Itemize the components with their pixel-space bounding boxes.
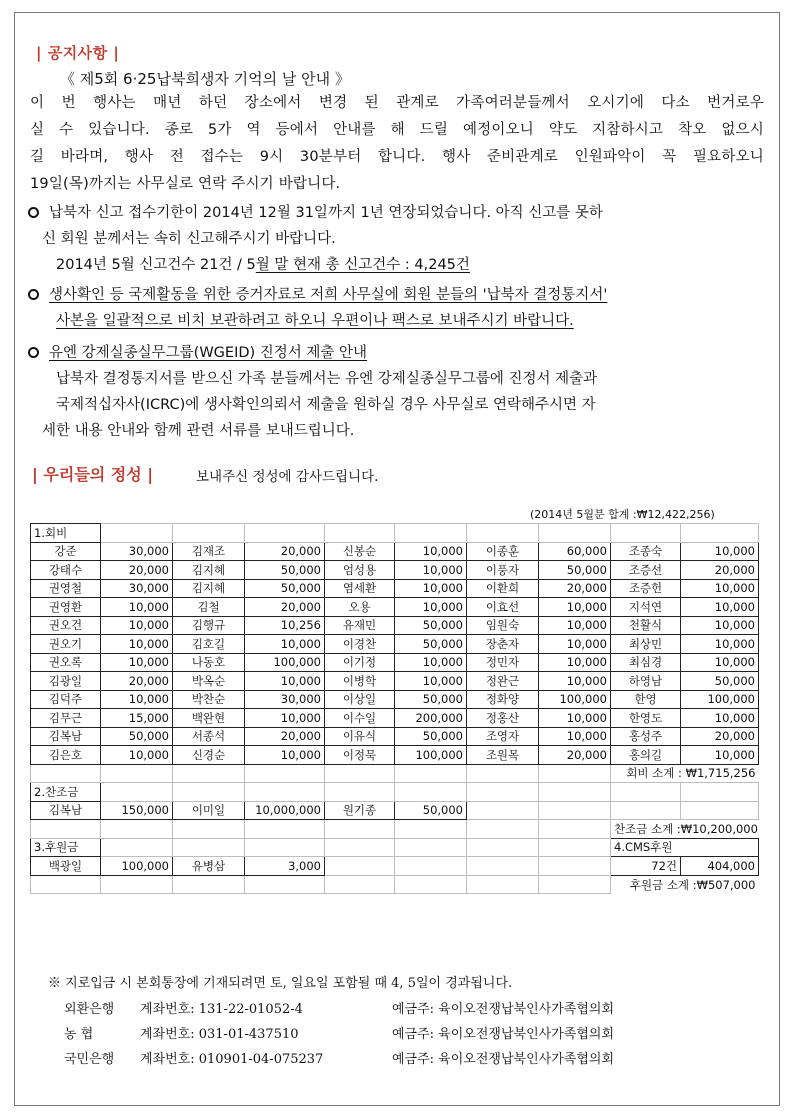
donor-name: 이효선: [467, 598, 539, 617]
membership-row: [31, 653, 759, 672]
donor-name: 김덕주: [31, 690, 101, 709]
donor-name: 정민자: [467, 653, 539, 672]
sponsor-label: 2.찬조금: [31, 783, 101, 802]
membership-row: [31, 727, 759, 746]
table-cell: [325, 783, 395, 802]
table-cell: [395, 783, 467, 802]
donor-name: 한영: [611, 690, 681, 709]
donor-name: 엄성용: [325, 561, 395, 580]
donor-name: 염세환: [325, 579, 395, 598]
report-stats-total: 월 말 현재 총 신고건수 : 4,245건: [255, 257, 470, 273]
donor-name: 권오기: [31, 635, 101, 654]
donation-table: [30, 523, 759, 894]
event-line-4: 19일(목)까지는 사무실로 연락 주시기 바랍니다.: [30, 176, 341, 192]
account-acct: 계좌번호: 031-01-437510: [140, 1027, 299, 1042]
donor-amount: 100,000: [395, 746, 467, 765]
table-cell: [467, 838, 539, 857]
donor-name: 권영환: [31, 598, 101, 617]
table-cell: [101, 838, 173, 857]
donor-amount: 10,000: [101, 598, 173, 617]
donor-name: 김철: [173, 598, 245, 617]
donor-amount: 3,000: [245, 857, 325, 876]
cms-count: 72건: [611, 857, 681, 876]
table-cell: [101, 764, 173, 783]
table-cell: [539, 820, 611, 839]
donor-name: 김지혜: [173, 561, 245, 580]
table-cell: [325, 820, 395, 839]
donor-name: 홍의길: [611, 746, 681, 765]
table-cell: [325, 838, 395, 857]
sponsor-header-row: [31, 783, 759, 802]
donor-amount: 10,000: [245, 635, 325, 654]
table-cell: [539, 783, 611, 802]
table-cell: [539, 857, 611, 876]
donor-amount: 10,000: [681, 709, 759, 728]
table-cell: [467, 820, 539, 839]
donor-amount: 10,000: [395, 542, 467, 561]
table-cell: [467, 764, 539, 783]
donor-name: 정완근: [467, 672, 539, 691]
donor-name: 이종훈: [467, 542, 539, 561]
cms-amount: 404,000: [681, 857, 759, 876]
donor-name: 조원목: [467, 746, 539, 765]
donor-amount: 10,000: [539, 598, 611, 617]
table-cell: [539, 801, 611, 820]
donor-amount: 100,000: [245, 653, 325, 672]
bullet-wgeid: 유엔 강제실종실무그룹(WGEID) 진정서 제출 안내 납북자 결정통지서를 받으신 가족 분들께서는 유엔 강제실종실무그룹에 진정서 제출과 국제적십자사(ICRC)에 생사확인의뢰서 제출을 원하실 경우 사무실로 연락해주시면 자 세한 내용 안내와 함께 관련 서류를 보내드립니다.: [28, 340, 766, 444]
donation-total: (2014년 5월분 합계 :₩12,422,256): [530, 508, 715, 521]
table-cell: [173, 524, 245, 543]
support-label: 3.후원금: [31, 838, 101, 857]
membership-subtotal-row: [31, 764, 759, 783]
account-bank: 국민은행: [64, 1052, 115, 1067]
support-row: [31, 857, 759, 876]
donor-amount: 10,000: [539, 727, 611, 746]
donor-amount: 50,000: [395, 616, 467, 635]
donor-name: 이수일: [325, 709, 395, 728]
donor-amount: 50,000: [395, 635, 467, 654]
membership-row: [31, 709, 759, 728]
donor-name: 조증선: [611, 561, 681, 580]
sponsor-row: [31, 801, 759, 820]
donor-amount: 10,000: [101, 746, 173, 765]
donor-name: 신경순: [173, 746, 245, 765]
account-holder: 예금주: 육이오전쟁납북인사가족협의회: [392, 1052, 614, 1067]
table-cell: [467, 783, 539, 802]
bullet-circle-icon: [28, 289, 39, 300]
table-cell: [31, 764, 101, 783]
notice-section-title: | 공지사항 |: [36, 44, 120, 62]
table-cell: [325, 875, 395, 894]
account-bank: 외환은행: [64, 1002, 115, 1017]
donor-amount: 10,000: [539, 616, 611, 635]
table-cell: [539, 524, 611, 543]
donor-amount: 50,000: [245, 561, 325, 580]
donor-amount: 10,000: [681, 542, 759, 561]
donor-name: 홍성주: [611, 727, 681, 746]
table-cell: [101, 820, 173, 839]
table-cell: [31, 875, 101, 894]
donor-name: 정홍산: [467, 709, 539, 728]
table-cell: [325, 524, 395, 543]
donor-name: 조종숙: [611, 542, 681, 561]
event-line-3: 길 바라며, 행사 전 접수는 9시 30분부터 합니다. 행사 준비관계로 인원파악이 꼭 필요하오니: [30, 149, 764, 165]
donor-amount: 30,000: [101, 579, 173, 598]
donor-name: 서종석: [173, 727, 245, 746]
donor-amount: 150,000: [101, 801, 173, 820]
table-cell: [173, 764, 245, 783]
table-cell: [539, 838, 611, 857]
donor-name: 김지혜: [173, 579, 245, 598]
table-cell: [467, 801, 539, 820]
donor-amount: 10,000: [539, 672, 611, 691]
support-header-row: [31, 838, 759, 857]
donor-name: 한영도: [611, 709, 681, 728]
donor-amount: 20,000: [101, 561, 173, 580]
table-cell: [245, 875, 325, 894]
donor-name: 김복남: [31, 801, 101, 820]
table-cell: [101, 783, 173, 802]
donor-name: 이풍자: [467, 561, 539, 580]
donor-name: 김무근: [31, 709, 101, 728]
account-acct: 계좌번호: 131-22-01052-4: [140, 1002, 303, 1017]
donor-name: 백완현: [173, 709, 245, 728]
table-cell: [395, 857, 467, 876]
donor-name: 조영자: [467, 727, 539, 746]
membership-label: 1.회비: [31, 524, 101, 543]
table-cell: [395, 875, 467, 894]
table-cell: [325, 764, 395, 783]
table-cell: [173, 875, 245, 894]
bullet-report-deadline: 납북자 신고 접수기한이 2014년 12월 31일까지 1년 연장되었습니다. 아직 신고를 못하 신 회원 분께서는 속히 신고해주시기 바랍니다. 2014년 5월 신고건수 21건 / 5월 말 현재 총 신고건수 : 4,245건: [28, 200, 766, 278]
donor-amount: 10,000,000: [245, 801, 325, 820]
donor-amount: 10,000: [681, 653, 759, 672]
donor-name: 이기정: [325, 653, 395, 672]
table-cell: [325, 857, 395, 876]
donor-name: 이환희: [467, 579, 539, 598]
donor-name: 임원숙: [467, 616, 539, 635]
report-stats: 2014년 5월 신고건수 21건 / 5: [56, 257, 256, 273]
bullet-evidence: 생사확인 등 국제활동을 위한 증거자료로 저희 사무실에 회원 분들의 '납북자 결정통지서' 사본을 일괄적으로 비치 보관하려고 하오니 우편이나 팩스로 보내주시기 바랍니다.: [28, 282, 766, 334]
membership-row: [31, 690, 759, 709]
donor-amount: 10,000: [395, 653, 467, 672]
bullet-circle-icon: [28, 207, 39, 218]
donor-amount: 50,000: [395, 801, 467, 820]
donor-amount: 50,000: [101, 727, 173, 746]
donor-name: 권오록: [31, 653, 101, 672]
donor-name: 원기종: [325, 801, 395, 820]
donor-name: 이경찬: [325, 635, 395, 654]
donor-name: 김행규: [173, 616, 245, 635]
account-acct: 계좌번호: 010901-04-075237: [140, 1052, 324, 1067]
donor-name: 백광일: [31, 857, 101, 876]
donor-name: 이정묵: [325, 746, 395, 765]
account-bank: 농 협: [64, 1027, 94, 1042]
donor-amount: 10,000: [245, 746, 325, 765]
bullet-circle-icon: [28, 347, 39, 358]
membership-row: [31, 635, 759, 654]
donor-amount: 60,000: [539, 542, 611, 561]
table-cell: [467, 875, 539, 894]
donor-amount: 50,000: [681, 672, 759, 691]
donor-amount: 100,000: [681, 690, 759, 709]
table-cell: [395, 524, 467, 543]
table-cell: [173, 820, 245, 839]
donor-name: 정화양: [467, 690, 539, 709]
donor-name: 조증헌: [611, 579, 681, 598]
membership-row: [31, 561, 759, 580]
donor-amount: 20,000: [681, 561, 759, 580]
table-cell: [245, 524, 325, 543]
membership-row: [31, 598, 759, 617]
donor-name: 강태수: [31, 561, 101, 580]
donor-name: 박옥순: [173, 672, 245, 691]
table-cell: [611, 783, 681, 802]
donor-name: 강준: [31, 542, 101, 561]
donor-name: 지석연: [611, 598, 681, 617]
table-cell: [395, 820, 467, 839]
membership-row: [31, 542, 759, 561]
donor-amount: 10,000: [681, 746, 759, 765]
donor-name: 김은호: [31, 746, 101, 765]
donor-name: 최상민: [611, 635, 681, 654]
donor-amount: 50,000: [245, 579, 325, 598]
donor-name: 하영남: [611, 672, 681, 691]
donor-name: 유재민: [325, 616, 395, 635]
donor-amount: 20,000: [245, 727, 325, 746]
donor-amount: 10,256: [245, 616, 325, 635]
donor-amount: 10,000: [395, 598, 467, 617]
support-subtotal-row: [31, 875, 759, 894]
event-title: 《 제5회 6·25납북희생자 기억의 날 안내 》: [60, 70, 350, 88]
donor-amount: 10,000: [101, 635, 173, 654]
donor-amount: 10,000: [395, 672, 467, 691]
membership-row: [31, 579, 759, 598]
donor-name: 유병삼: [173, 857, 245, 876]
donor-name: 김복남: [31, 727, 101, 746]
donor-name: 이유식: [325, 727, 395, 746]
donor-name: 권영철: [31, 579, 101, 598]
account-holder: 예금주: 육이오전쟁납북인사가족협의회: [392, 1002, 614, 1017]
donor-amount: 200,000: [395, 709, 467, 728]
membership-subtotal: 회비 소계 : ₩1,715,256: [626, 766, 756, 781]
donor-amount: 10,000: [539, 709, 611, 728]
sponsor-subtotal-row: [31, 820, 759, 839]
event-line-1: 이 번 행사는 매년 하던 장소에서 변경 된 관계로 가족여러분들께서 오시기에 다소 번거로우: [30, 95, 764, 111]
donor-amount: 10,000: [395, 579, 467, 598]
table-cell: [245, 783, 325, 802]
donor-amount: 100,000: [539, 690, 611, 709]
donor-amount: 10,000: [681, 579, 759, 598]
donor-amount: 10,000: [681, 598, 759, 617]
table-cell: [173, 783, 245, 802]
donor-amount: 10,000: [101, 653, 173, 672]
giro-note: ※ 지로입금 시 본회통장에 기재되려면 토, 일요일 포함될 때 4, 5일이 경과됩니다.: [48, 976, 513, 991]
donor-amount: 20,000: [245, 598, 325, 617]
donor-name: 김호길: [173, 635, 245, 654]
donor-amount: 10,000: [101, 616, 173, 635]
donation-section-title: | 우리들의 정성 |: [32, 465, 154, 484]
table-cell: [681, 524, 759, 543]
table-cell: [467, 524, 539, 543]
donor-name: 나동호: [173, 653, 245, 672]
donor-name: 이병학: [325, 672, 395, 691]
table-cell: [681, 801, 759, 820]
table-cell: [173, 838, 245, 857]
donor-amount: 50,000: [539, 561, 611, 580]
donor-amount: 10,000: [539, 653, 611, 672]
donor-amount: 30,000: [101, 542, 173, 561]
donor-amount: 20,000: [681, 727, 759, 746]
table-cell: [101, 524, 173, 543]
donor-amount: 20,000: [539, 746, 611, 765]
membership-row: [31, 616, 759, 635]
donor-amount: 10,000: [395, 561, 467, 580]
table-cell: [101, 875, 173, 894]
support-subtotal: 후원금 소계 :₩507,000: [629, 877, 756, 892]
table-cell: [245, 764, 325, 783]
sponsor-subtotal: 찬조금 소계 :₩10,200,000: [614, 821, 758, 836]
donor-name: 신봉순: [325, 542, 395, 561]
table-cell: [611, 801, 681, 820]
donor-amount: 15,000: [101, 709, 173, 728]
donor-amount: 10,000: [245, 709, 325, 728]
donor-amount: 50,000: [395, 727, 467, 746]
donor-name: 장춘자: [467, 635, 539, 654]
table-cell: [681, 783, 759, 802]
donor-amount: 20,000: [539, 579, 611, 598]
membership-row: [31, 672, 759, 691]
donation-section-subtitle: 보내주신 정성에 감사드립니다.: [196, 469, 379, 485]
donor-name: 김광일: [31, 672, 101, 691]
donor-amount: 50,000: [395, 690, 467, 709]
donor-amount: 20,000: [101, 672, 173, 691]
donor-amount: 10,000: [681, 635, 759, 654]
donor-name: 권오건: [31, 616, 101, 635]
donor-name: 천활식: [611, 616, 681, 635]
table-cell: [245, 838, 325, 857]
membership-row: [31, 746, 759, 765]
table-cell: [245, 820, 325, 839]
donor-name: 최심경: [611, 653, 681, 672]
donor-amount: 10,000: [101, 690, 173, 709]
membership-header-row: [31, 524, 759, 543]
donor-amount: 10,000: [681, 616, 759, 635]
donor-name: 김재조: [173, 542, 245, 561]
donor-name: 이미일: [173, 801, 245, 820]
table-cell: [611, 524, 681, 543]
donor-name: 이상일: [325, 690, 395, 709]
event-line-2: 실 수 있습니다. 종로 5가 역 등에서 안내를 해 드릴 예정이오니 약도 지참하시고 착오 없으시: [30, 122, 764, 138]
table-cell: [395, 838, 467, 857]
donor-amount: 10,000: [245, 672, 325, 691]
table-cell: [467, 857, 539, 876]
account-holder: 예금주: 육이오전쟁납북인사가족협의회: [392, 1027, 614, 1042]
cms-label: 4.CMS후원: [611, 838, 759, 857]
table-cell: [539, 875, 611, 894]
donor-amount: 20,000: [245, 542, 325, 561]
table-cell: [395, 764, 467, 783]
table-cell: [539, 764, 611, 783]
donor-amount: 10,000: [539, 635, 611, 654]
table-cell: [31, 820, 101, 839]
donor-amount: 30,000: [245, 690, 325, 709]
donor-name: 오용: [325, 598, 395, 617]
donor-amount: 100,000: [101, 857, 173, 876]
donor-name: 박찬순: [173, 690, 245, 709]
